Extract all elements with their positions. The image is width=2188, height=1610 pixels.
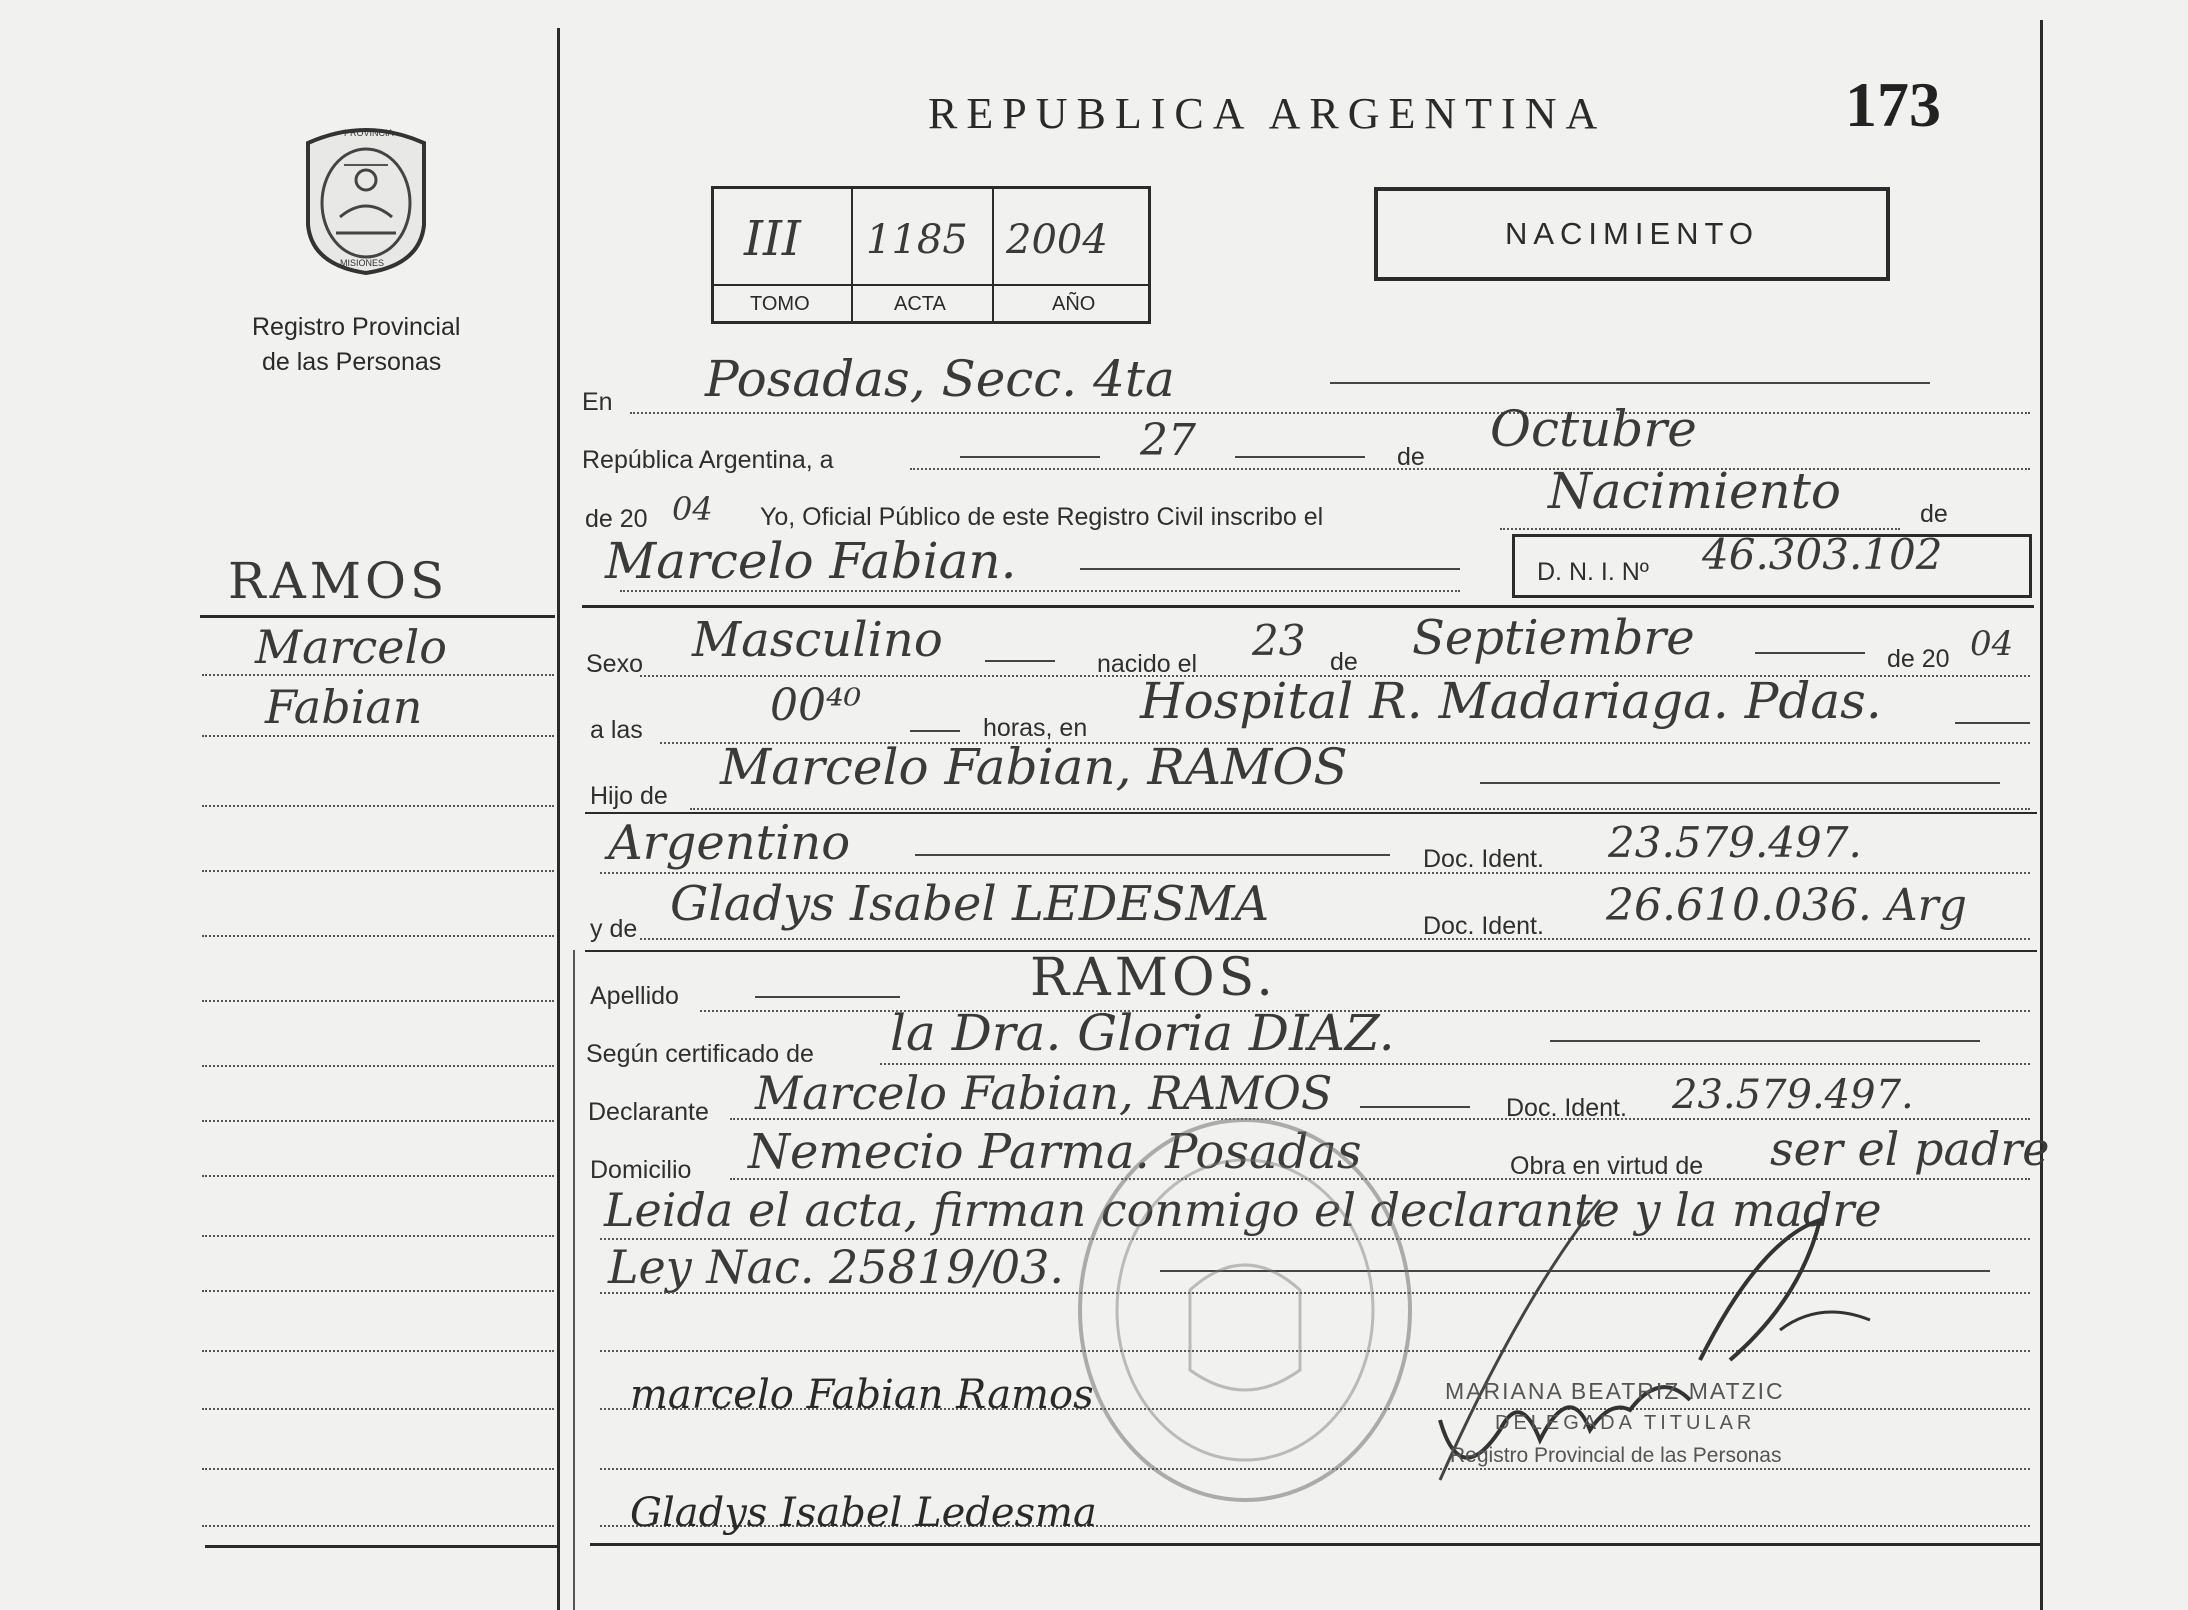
father-nationality: Argentino	[608, 815, 851, 871]
mother-doc: 26.610.036. Arg	[1606, 880, 1967, 931]
sexo-label: Sexo	[586, 650, 643, 678]
acta-label: ACTA	[894, 293, 946, 315]
margin-dots	[202, 1120, 554, 1122]
seal-text-bottom: MISIONES	[340, 258, 385, 268]
de20-label: de 20	[585, 505, 648, 533]
official-name: MARIANA BEATRIZ MATZIC	[1445, 1378, 1785, 1404]
official-org: Registro Provincial de las Personas	[1450, 1444, 1782, 1467]
margin-rule-bottom	[205, 1545, 560, 1548]
leida-line: Leida el acta, firman conmigo el declarante y la madre	[604, 1183, 1882, 1237]
ano-label: AÑO	[1052, 293, 1096, 315]
official-signature	[1400, 1180, 1960, 1520]
yo-label: Yo, Oficial Público de este Registro Civil inscribo el	[760, 503, 1324, 531]
right-edge-rule	[2040, 20, 2043, 1610]
seal-text-top: PROVINCIA	[344, 128, 394, 138]
margin-dots	[202, 1408, 554, 1410]
doc-ident-label-2: Doc. Ident.	[1423, 912, 1544, 940]
apellido-value: RAMOS.	[1030, 948, 1277, 1008]
place-value: Posadas, Secc. 4ta	[705, 350, 1175, 408]
yde-label: y de	[590, 915, 638, 943]
obra-label: Obra en virtud de	[1510, 1152, 1704, 1180]
left-column-rule	[557, 28, 560, 1610]
sexo-value: Masculino	[692, 612, 943, 668]
doc-type-box	[1374, 187, 1890, 281]
domicilio-label: Domicilio	[590, 1156, 692, 1184]
margin-dots	[202, 735, 554, 737]
margin-dots	[202, 1175, 554, 1177]
margin-surname: RAMOS	[228, 552, 449, 610]
en-label: En	[582, 388, 613, 416]
registry-name-line2: de las Personas	[262, 348, 442, 376]
father-doc: 23.579.497.	[1608, 818, 1862, 867]
margin-dots	[202, 1235, 554, 1237]
de20b-label: de 20	[1887, 645, 1950, 673]
birth-month: Septiembre	[1412, 610, 1695, 666]
margin-dots	[202, 805, 554, 807]
de3-label: de	[1330, 648, 1358, 676]
republica-label: República Argentina, a	[582, 446, 834, 474]
de2-label: de	[1920, 500, 1948, 528]
ano-value: 2004	[1006, 217, 1108, 263]
alas-label: a las	[590, 716, 643, 744]
margin-dots	[202, 1350, 554, 1352]
doc-ident-label-3: Doc. Ident.	[1506, 1094, 1627, 1122]
registry-round-stamp	[1070, 1110, 1420, 1510]
dni-value: 46.303.102	[1702, 530, 1943, 579]
acta-value: 1185	[866, 217, 968, 263]
registry-name-line1: Registro Provincial	[252, 313, 461, 341]
margin-dots	[202, 1290, 554, 1292]
certificado-value: la Dra. Gloria DIAZ.	[890, 1004, 1395, 1062]
doc-type-label: NACIMIENTO	[1504, 216, 1760, 251]
event-value: Nacimiento	[1548, 462, 1841, 520]
declarante-label: Declarante	[588, 1098, 709, 1126]
nacido-label: nacido el	[1097, 650, 1198, 678]
margin-dots	[202, 674, 554, 676]
domicilio-value: Nemecio Parma. Posadas	[748, 1124, 1362, 1180]
right-column-rule	[573, 950, 575, 1610]
section-rule	[582, 605, 2034, 608]
birth-year-suffix: 04	[1970, 624, 2014, 664]
doc-ident-label: Doc. Ident.	[1423, 845, 1544, 873]
tomo-label: TOMO	[750, 293, 810, 315]
margin-dots	[202, 870, 554, 872]
month-value: Octubre	[1490, 400, 1697, 458]
de-label: de	[1397, 443, 1425, 471]
margin-rule-top	[200, 615, 555, 618]
margin-given2: Fabian	[265, 680, 423, 734]
hour-value: 00⁴⁰	[770, 680, 862, 731]
birth-place: Hospital R. Madariaga. Pdas.	[1140, 672, 1882, 730]
margin-dots	[202, 1468, 554, 1470]
day-value: 27	[1140, 415, 1196, 466]
father-value: Marcelo Fabian, RAMOS	[720, 738, 1348, 796]
tomo-value: III	[744, 211, 801, 267]
obra-value: ser el padre	[1770, 1122, 2050, 1176]
margin-dots	[202, 1525, 554, 1527]
page-number: 173	[1845, 69, 1941, 140]
margin-dots	[202, 1065, 554, 1067]
mother-value: Gladys Isabel LEDESMA	[670, 876, 1270, 932]
horas-label: horas, en	[983, 714, 1088, 742]
margin-dots	[202, 935, 554, 937]
hijo-label: Hijo de	[590, 782, 668, 810]
dni-label: D. N. I. Nº	[1537, 558, 1649, 586]
child-name: Marcelo Fabian.	[605, 532, 1017, 590]
declarante-value: Marcelo Fabian, RAMOS	[755, 1066, 1333, 1120]
margin-given1: Marcelo	[255, 620, 447, 674]
signature-mother: Gladys Isabel Ledesma	[630, 1490, 1097, 1536]
apellido-label: Apellido	[590, 982, 679, 1010]
declarante-doc: 23.579.497.	[1672, 1072, 1914, 1118]
margin-dots	[202, 1000, 554, 1002]
signature-declarant: marcelo Fabian Ramos	[630, 1372, 1094, 1418]
country-title: REPUBLICA ARGENTINA	[928, 89, 1607, 138]
year-suffix: 04	[672, 490, 713, 528]
birth-day: 23	[1252, 616, 1306, 665]
record-box	[711, 186, 1151, 324]
segun-label: Según certificado de	[586, 1040, 814, 1068]
ley-line: Ley Nac. 25819/03.	[608, 1240, 1065, 1294]
official-title: DELEGADA TITULAR	[1495, 1412, 1756, 1434]
registry-seal	[300, 125, 432, 275]
